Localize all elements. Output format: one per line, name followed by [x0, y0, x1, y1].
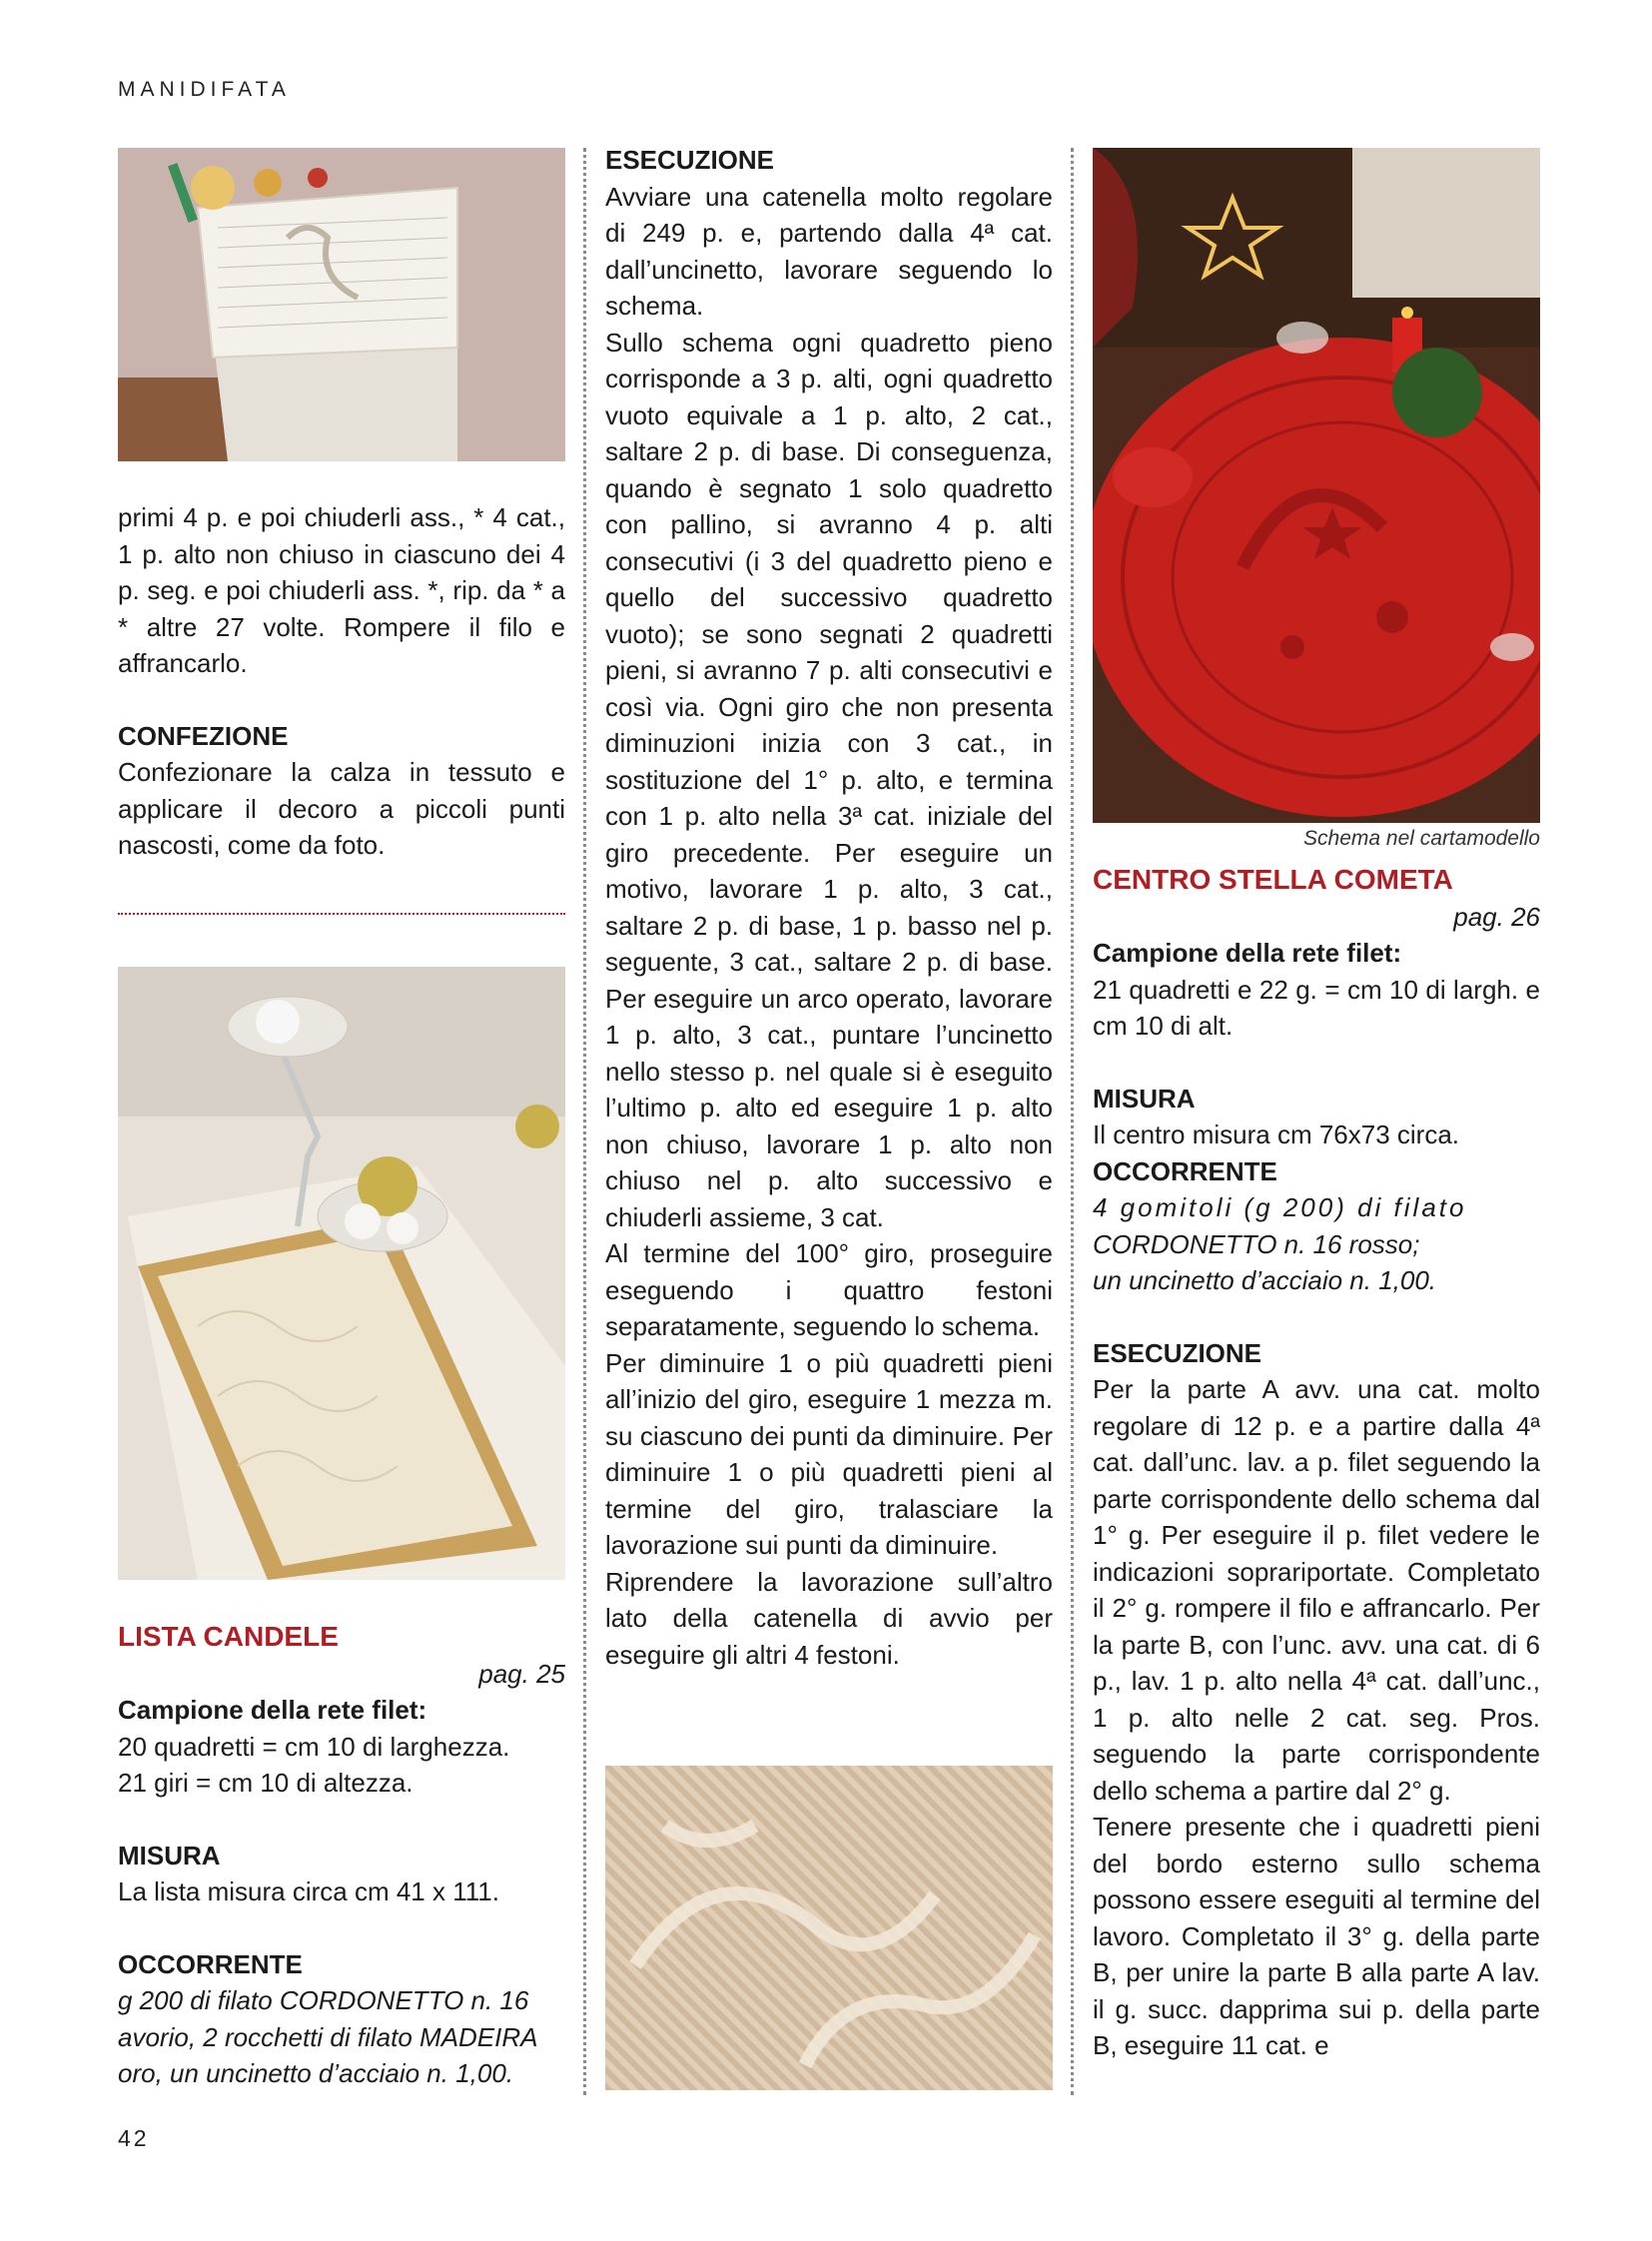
campione-heading: Campione della rete filet:: [118, 1695, 427, 1725]
confezione-text: Confezionare la calza in tessuto e applicare il decoro a piccoli punti nascosti, come da foto.: [118, 757, 565, 860]
confezione-heading: CONFEZIONE: [118, 720, 289, 751]
centro-occorrente-line-2: CORDONETTO n. 16 rosso;: [1093, 1228, 1420, 1259]
esecuzione-paragraph-4: Per diminuire 1 o più quadretti pieni all’inizio del giro, eseguire 1 mezza m. su ciascuno dei punti da diminuire. Per diminuire 1 o più quadretti pieni al termine del giro, tralasciare la lavorazione sui punti da diminuire.: [605, 1347, 1053, 1560]
occorrente-heading: OCCORRENTE: [118, 1948, 303, 1979]
column-1-bottom: [118, 1618, 565, 2092]
centro-esecuzione-heading: ESECUZIONE: [1093, 1337, 1262, 1368]
centro-occorrente-heading: OCCORRENTE: [1093, 1155, 1277, 1186]
centro-page: pag. 26: [1453, 902, 1540, 932]
centro-campione-text: 21 quadretti e 22 g. = cm 10 di largh. e cm 10 di alt.: [1093, 974, 1540, 1041]
lace-detail-photo: [605, 1766, 1053, 2090]
campione-line-1: 20 quadretti = cm 10 di larghezza.: [118, 1731, 510, 1762]
campione-line-2: 21 giri = cm 10 di altezza.: [118, 1768, 413, 1798]
centro-campione-heading: Campione della rete filet:: [1093, 938, 1402, 968]
column-3: [1093, 861, 1540, 2064]
esecuzione-paragraph-5: Riprendere la lavorazione sull’altro lato della catenella di avvio per eseguire gli altri 4 festoni.: [605, 1566, 1053, 1670]
misura-text: La lista misura circa cm 41 x 111.: [118, 1876, 499, 1906]
centro-occorrente-line-3: un uncinetto d’acciaio n. 1,00.: [1093, 1265, 1437, 1295]
red-doily-photo: [1093, 148, 1540, 823]
occorrente-text: g 200 di filato CORDONETTO n. 16 avorio, 2 rocchetti di filato MADEIRA oro, un uncinetto d’acciaio n. 1,00.: [118, 1985, 537, 2088]
centro-esecuzione-paragraph-1: Per la parte A avv. una cat. molto regolare di 12 p. e a partire dalla 4ª cat. dall’unc. lav. a p. filet seguendo la parte corrispondente dello schema dal 1° g. Per eseguire il p. filet vedere le indicazioni soprariportate. Completato il 2° g. rompere il filo e affrancarlo. Per la parte B, con l’unc. avv. una cat. di 6 p., lav. 1 p. alto nella 4ª cat. dall’unc., 1 p. alto nelle 2 cat. seg. Pros. seguendo la parte corrispondente dello schema a partire dal 2° g.: [1093, 1374, 1540, 1806]
stocking-photo: [118, 148, 565, 461]
lista-candele-title: LISTA CANDELE: [118, 1621, 339, 1652]
centro-misura-heading: MISURA: [1093, 1083, 1196, 1114]
centro-occorrente-line-1: 4 gomitoli (g 200) di filato: [1093, 1192, 1467, 1222]
centro-stella-cometa-title: CENTRO STELLA COMETA: [1093, 864, 1453, 895]
centro-misura-text: Il centro misura cm 76x73 circa.: [1093, 1120, 1460, 1149]
column-divider-1: [583, 148, 586, 2095]
esecuzione-paragraph-2: Sullo schema ogni quadretto pieno corrisponde a 3 p. alti, ogni quadretto vuoto equivale a 1 p. alto, 2 cat., saltare 2 p. di base. Di conseguenza, quando è segnato 1 solo quadretto con pallino, si avranno 4 p. alti consecutivi (i 3 del quadretto pieno e quello del successivo quadretto vuoto); se sono segnati 2 quadretti pieni, si avranno 7 p. alti consecutivi e così via. Ogni giro che non presenta diminuzioni inizia con 3 cat., in sostituzione del 1° p. alto, e termina con 1 p. alto nella 3ª cat. iniziale del giro precedente. Per eseguire un motivo, lavorare 1 p. alto, 3 cat., saltare 2 p. di base, 1 p. basso nel p. seguente, 3 cat., saltare 2 p. di base. Per eseguire un arco operato, lavorare 1 p. alto, 3 cat., puntare l’uncinetto nello stesso p. nel quale si è eseguito l’ultimo p. alto ed eseguire 1 p. alto non chiuso, lavorare 1 p. alto non chiuso nel p. alto successivo e chiuderli assieme, 3 cat.: [605, 327, 1053, 1232]
column-1-top: [118, 499, 565, 864]
table-runner-photo: [118, 967, 565, 1580]
magazine-brand: MANIDIFATA: [118, 78, 291, 101]
esecuzione-heading: ESECUZIONE: [605, 145, 775, 175]
continuation-text: primi 4 p. e poi chiuderli ass., * 4 cat., 1 p. alto non chiuso in ciascuno dei 4 p. seg. e poi chiuderli ass. *, rip. da * a * altre 27 volte. Rompere il filo e affrancarlo.: [118, 502, 565, 678]
centro-esecuzione-paragraph-2: Tenere presente che i quadretti pieni del bordo esterno sullo schema possono essere eseguiti al termine del lavoro. Completato il 3° g. della parte B, per unire la parte B alla parte A lav. il g. succ. dapprima sui p. della parte B, eseguire 11 cat. e: [1093, 1812, 1540, 2060]
page-number: 42: [118, 2125, 150, 2151]
column-divider-2: [1071, 148, 1074, 2095]
esecuzione-paragraph-3: Al termine del 100° giro, proseguire eseguendo i quattro festoni separatamente, seguendo lo schema.: [605, 1238, 1053, 1341]
misura-heading: MISURA: [118, 1840, 221, 1870]
lista-candele-page: pag. 25: [478, 1659, 565, 1689]
esecuzione-paragraph-1: Avviare una catenella molto regolare di 249 p. e, partendo dalla 4ª cat. dall’uncinetto, lavorare seguendo lo schema.: [605, 181, 1053, 321]
section-separator: [118, 913, 565, 915]
column-2: [605, 142, 1053, 1673]
photo-caption: Schema nel cartamodello: [1303, 827, 1540, 850]
